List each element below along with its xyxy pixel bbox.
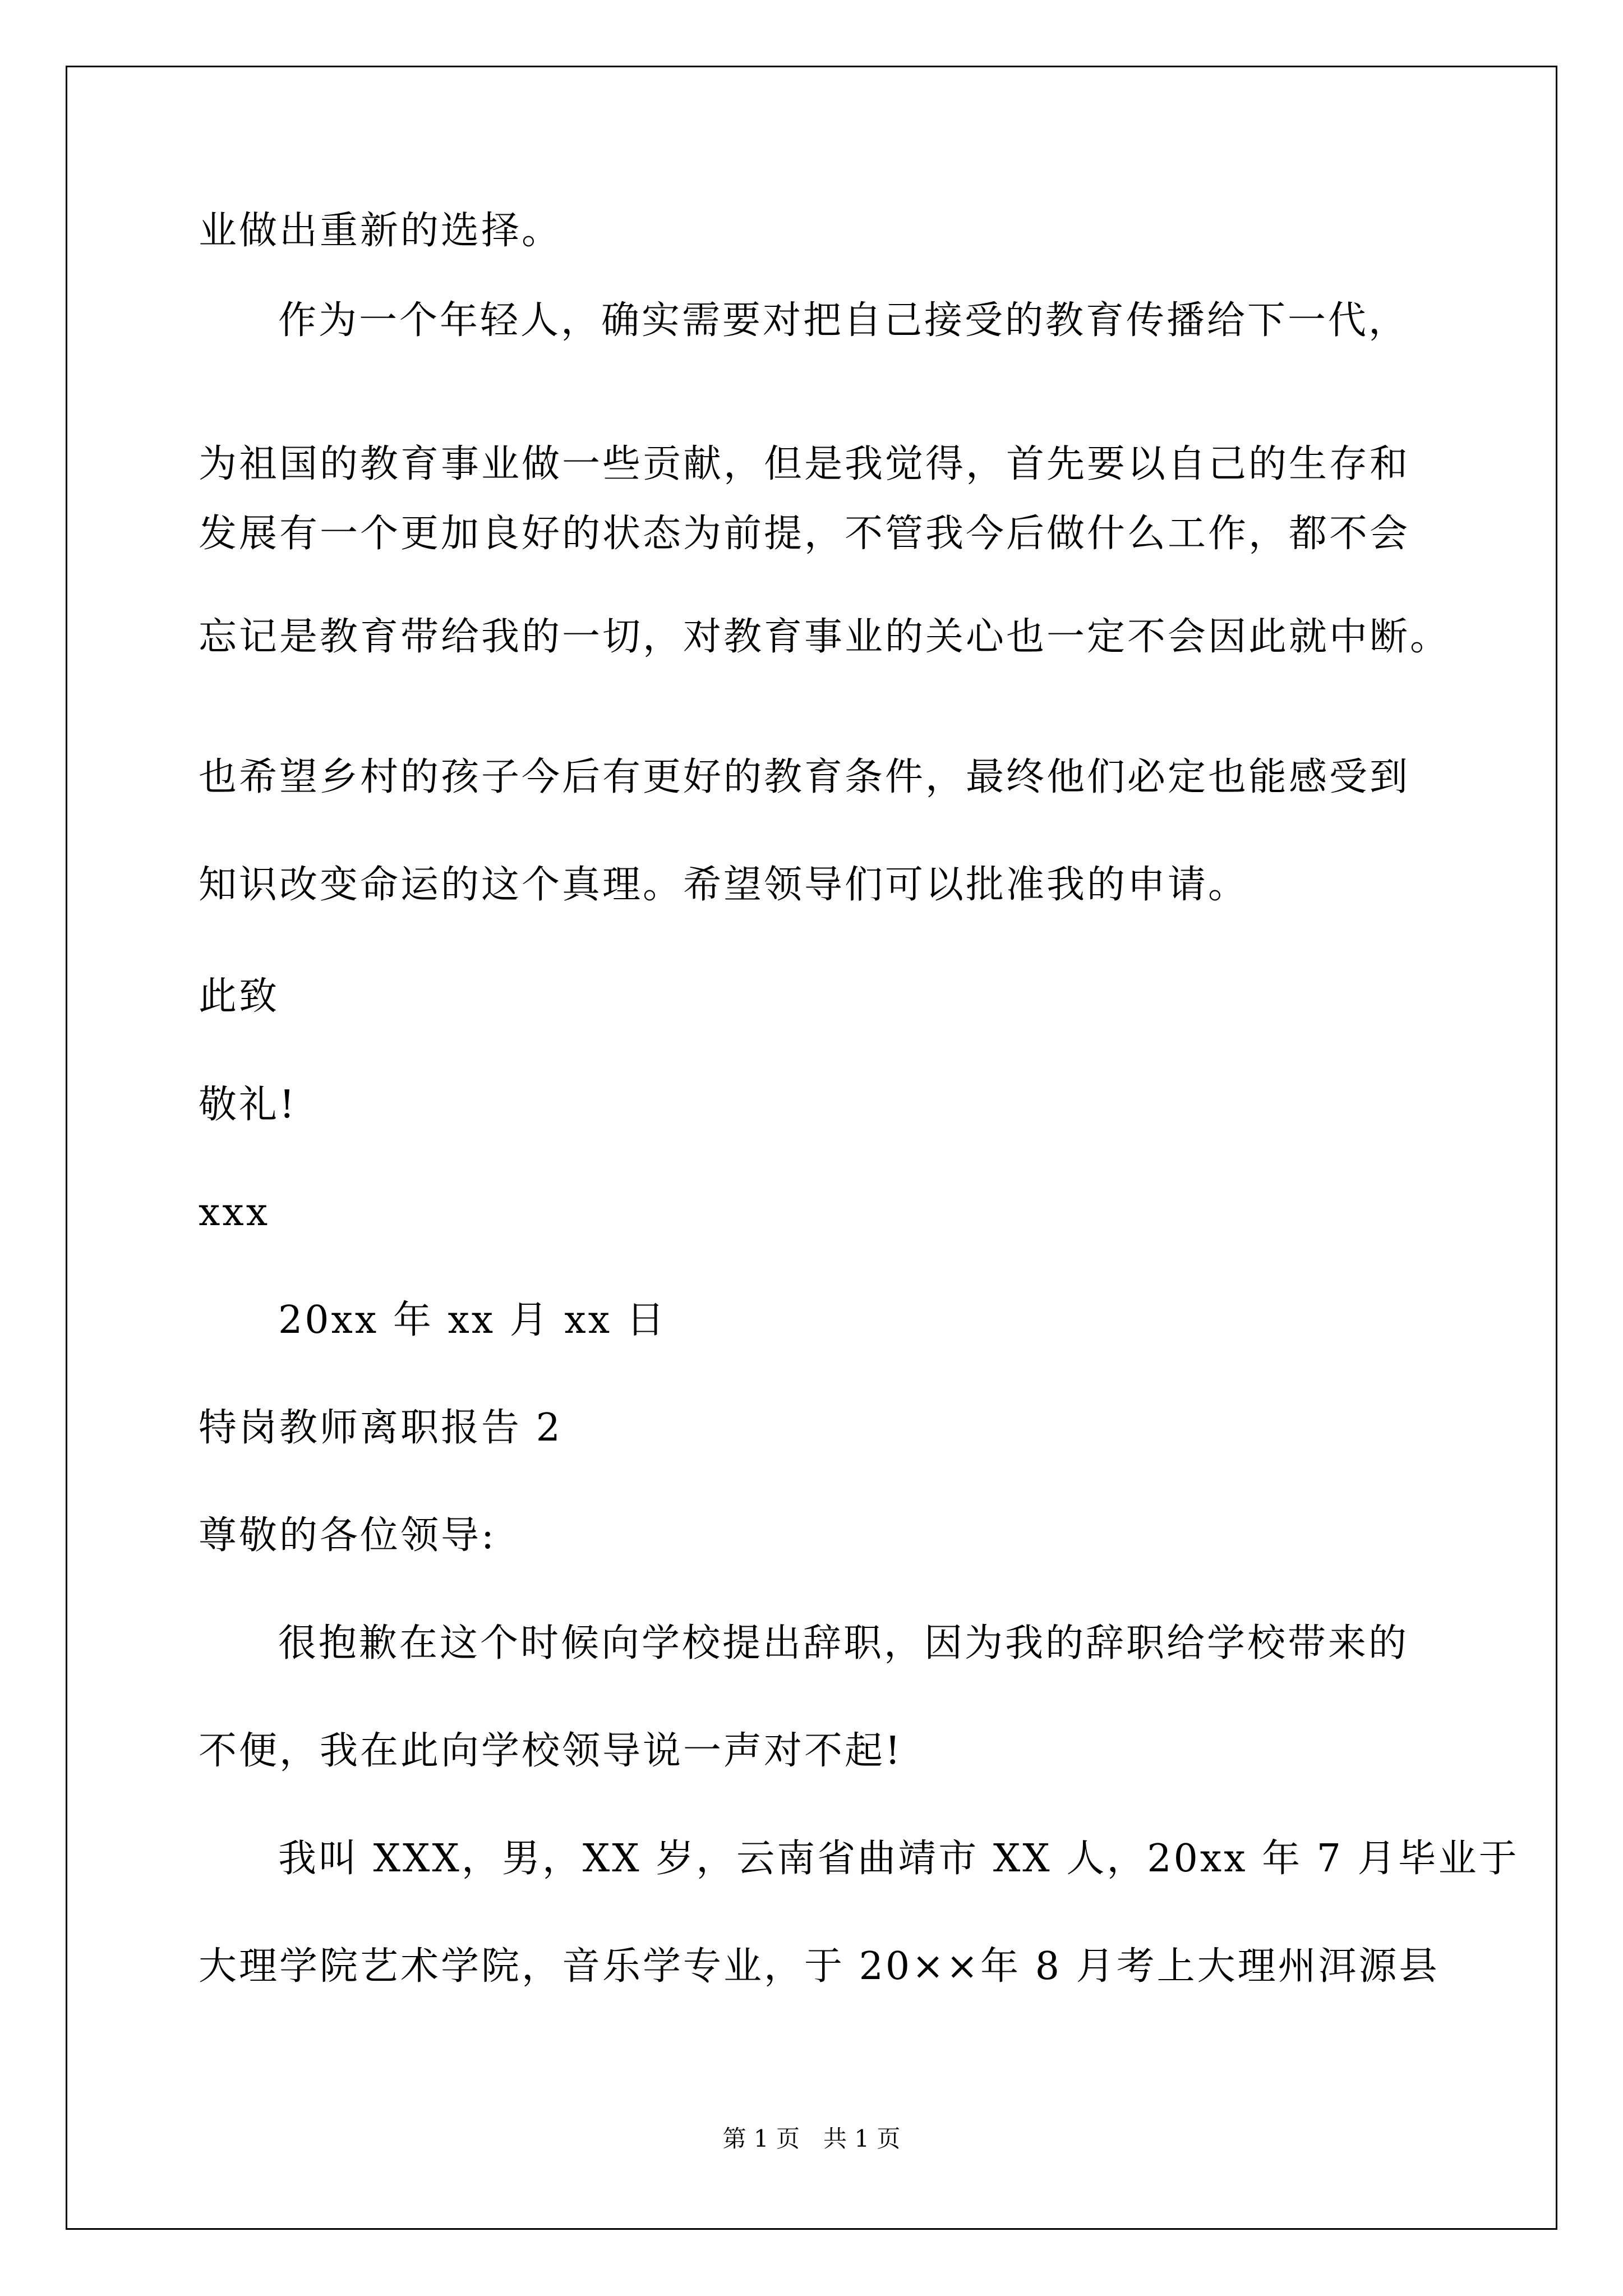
page-footer: 第 1 页 共 1 页 [722,2125,901,2152]
signature-date: 20xx 年 xx 月 xx 日 [278,1298,667,1342]
page-border [66,66,1557,2230]
text-line: 很抱歉在这个时候向学校提出辞职，因为我的辞职给学校带来的 [278,1621,1409,1665]
section-title: 特岗教师离职报告 2 [199,1406,562,1450]
salutation-regards: 敬礼! [199,1083,297,1127]
text-line: 业做出重新的选择。 [199,209,562,253]
text-line: 为祖国的教育事业做一些贡献，但是我觉得，首先要以自己的生存和 [199,442,1410,486]
text-line: 发展有一个更加良好的状态为前提，不管我今后做什么工作，都不会 [199,512,1410,556]
text-line: 大理学院艺术学院，音乐学专业，于 20××年 8 月考上大理州洱源县 [199,1944,1440,1989]
text-line: 也希望乡村的孩子今后有更好的教育条件，最终他们必定也能感受到 [199,755,1410,799]
signature-name: xxx [199,1190,270,1235]
letter-greeting: 尊敬的各位领导: [199,1513,496,1558]
text-line: 我叫 XXX，男，XX 岁，云南省曲靖市 XX 人，20xx 年 7 月毕业于 [278,1837,1519,1881]
text-line: 不便，我在此向学校领导说一声对不起! [199,1729,903,1773]
salutation-closing: 此致 [199,974,280,1019]
text-line: 忘记是教育带给我的一切，对教育事业的关心也一定不会因此就中断。 [199,615,1451,659]
text-line: 知识改变命运的这个真理。希望领导们可以批准我的申请。 [199,863,1249,907]
text-line: 作为一个年轻人，确实需要对把自己接受的教育传播给下一代， [278,298,1409,343]
